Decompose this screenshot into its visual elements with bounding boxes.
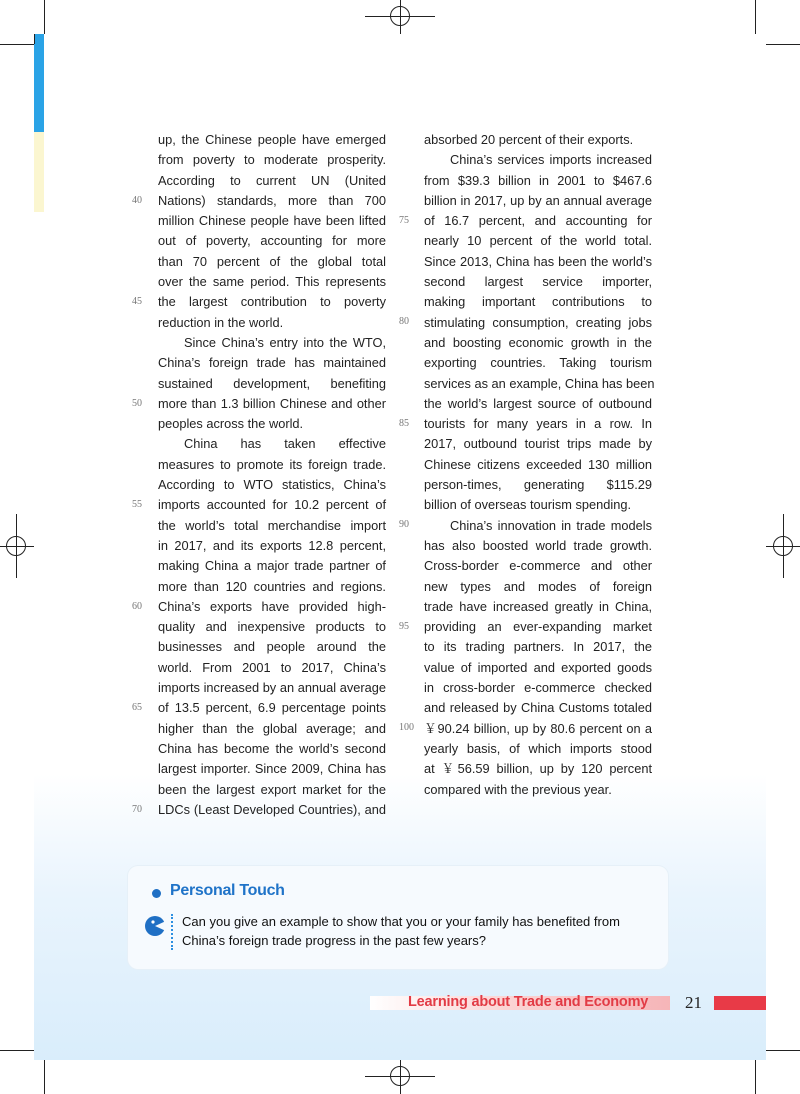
text-line: nearly 10 percent of the world total. bbox=[424, 233, 652, 249]
line-number: 75 bbox=[399, 215, 409, 226]
question-line: Can you give an example to show that you or your family has benefited from bbox=[182, 914, 620, 929]
dotted-divider bbox=[171, 914, 176, 950]
text-line: China has taken effective bbox=[184, 436, 386, 452]
line-number: 70 bbox=[132, 804, 142, 815]
line-number: 60 bbox=[132, 601, 142, 612]
text-line: of 13.5 percent, 6.9 percentage points bbox=[158, 700, 386, 716]
text-line: stimulating consumption, creating jobs bbox=[424, 314, 652, 330]
bullet-icon bbox=[152, 889, 161, 898]
text-line: sustained development, benefiting bbox=[158, 375, 386, 391]
text-line: reduction in the world. bbox=[158, 314, 284, 330]
text-line: services as an example, China has been bbox=[424, 375, 655, 391]
text-line: at ￥56.59 billion, up by 120 percent bbox=[424, 761, 652, 777]
text-line: largest importer. Since 2009, China has bbox=[158, 761, 386, 777]
line-number: 65 bbox=[132, 702, 142, 713]
text-line: quality and inexpensive products to bbox=[158, 619, 386, 635]
text-line: China’s services imports increased bbox=[450, 152, 652, 168]
speech-face-icon bbox=[144, 914, 168, 938]
text-line: the largest contribution to poverty bbox=[158, 294, 386, 310]
text-line: value of imported and exported goods bbox=[424, 659, 652, 675]
text-line: providing an ever-expanding market bbox=[424, 619, 652, 635]
text-line: businesses and people around the bbox=[158, 639, 386, 655]
text-line: China’s foreign trade has maintained bbox=[158, 355, 386, 371]
text-line: and released by China Customs totaled bbox=[424, 700, 652, 716]
text-line: from $39.3 billion in 2001 to $467.6 bbox=[424, 172, 652, 188]
text-line: from poverty to moderate prosperity. bbox=[158, 152, 386, 168]
text-line: China has become the world’s second bbox=[158, 740, 386, 756]
line-number: 80 bbox=[399, 316, 409, 327]
line-number: 40 bbox=[132, 195, 142, 206]
text-line: than 70 percent of the global total bbox=[158, 253, 386, 269]
line-number: 100 bbox=[399, 722, 414, 733]
text-line: making China a major trade partner of bbox=[158, 558, 386, 574]
page-number: 21 bbox=[685, 993, 702, 1012]
text-line: Chinese citizens exceeded 130 million bbox=[424, 456, 652, 472]
text-line: has also boosted world trade growth. bbox=[424, 537, 652, 553]
text-line: peoples across the world. bbox=[158, 416, 304, 432]
edge-tab-blue bbox=[34, 34, 44, 132]
text-line: higher than the global average; and bbox=[158, 720, 386, 736]
text-line: the world’s total merchandise import bbox=[158, 517, 386, 533]
text-line: new types and modes of foreign bbox=[424, 578, 652, 594]
text-line: China’s exports have provided high- bbox=[158, 598, 386, 614]
text-line: LDCs (Least Developed Countries), and bbox=[158, 801, 386, 817]
line-number: 95 bbox=[399, 621, 409, 632]
personal-touch-title: Personal Touch bbox=[170, 882, 285, 899]
text-line: the world’s largest source of outbound bbox=[424, 395, 652, 411]
text-line: yearly basis, of which imports stood bbox=[424, 740, 652, 756]
footer-red-block bbox=[714, 996, 766, 1010]
text-line: tourists for many years in a row. In bbox=[424, 416, 652, 432]
text-line: Cross-border e-commerce and other bbox=[424, 558, 652, 574]
text-line: 2017, outbound tourist trips made by bbox=[424, 436, 652, 452]
text-line: According to WTO statistics, China’s bbox=[158, 477, 386, 493]
text-line: imports accounted for 10.2 percent of bbox=[158, 497, 386, 513]
text-line: up, the Chinese people have emerged bbox=[158, 132, 386, 147]
left-text-column bbox=[158, 130, 386, 820]
text-line: of 16.7 percent, and accounting for bbox=[424, 213, 652, 229]
text-line: world. From 2001 to 2017, China’s bbox=[158, 659, 386, 675]
text-line: absorbed 20 percent of their exports. bbox=[424, 132, 634, 147]
line-number: 85 bbox=[399, 418, 409, 429]
text-line: in 2017, and its exports 12.8 percent, bbox=[158, 537, 386, 553]
text-line: in cross-border e-commerce checked bbox=[424, 680, 652, 696]
text-line: According to current UN (United bbox=[158, 172, 386, 188]
right-text-column bbox=[424, 130, 655, 800]
text-line: second largest service importer, bbox=[424, 274, 652, 290]
question-line: China’s foreign trade progress in the past few years? bbox=[182, 933, 486, 948]
line-number: 90 bbox=[399, 519, 409, 530]
text-line: over the same period. This represents bbox=[158, 274, 386, 290]
text-line: billion of overseas tourism spending. bbox=[424, 497, 631, 513]
text-line: exporting countries. Taking tourism bbox=[424, 355, 652, 371]
text-line: and boosting economic growth in the bbox=[424, 334, 652, 350]
footer-title: Learning about Trade and Economy bbox=[408, 994, 649, 1010]
text-line: more than 120 countries and regions. bbox=[158, 578, 386, 594]
line-number: 55 bbox=[132, 499, 142, 510]
text-line: Since China’s entry into the WTO, bbox=[184, 334, 386, 350]
personal-touch-question bbox=[182, 912, 652, 950]
text-line: out of poverty, accounting for more bbox=[158, 233, 386, 249]
text-line: imports increased by an annual average bbox=[158, 680, 386, 696]
text-line: compared with the previous year. bbox=[424, 781, 612, 797]
text-line: person-times, generating $115.29 bbox=[424, 477, 652, 493]
text-line: more than 1.3 billion Chinese and other bbox=[158, 395, 386, 411]
text-line: China’s innovation in trade models bbox=[450, 517, 652, 533]
text-line: billion in 2017, up by an annual average bbox=[424, 192, 652, 208]
edge-tab-yellow bbox=[34, 132, 44, 212]
text-line: Since 2013, China has been the world’s bbox=[424, 253, 652, 269]
text-line: been the largest export market for the bbox=[158, 781, 386, 797]
text-line: to its trading partners. In 2017, the bbox=[424, 639, 652, 655]
text-line: making important contributions to bbox=[424, 294, 652, 310]
line-number: 50 bbox=[132, 398, 142, 409]
text-line: ￥90.24 billion, up by 80.6 percent on a bbox=[424, 720, 652, 736]
text-line: measures to promote its foreign trade. bbox=[158, 456, 386, 472]
text-line: trade have increased greatly in China, bbox=[424, 598, 652, 614]
text-line: million Chinese people have been lifted bbox=[158, 213, 386, 229]
line-number: 45 bbox=[132, 296, 142, 307]
text-line: Nations) standards, more than 700 bbox=[158, 192, 386, 208]
